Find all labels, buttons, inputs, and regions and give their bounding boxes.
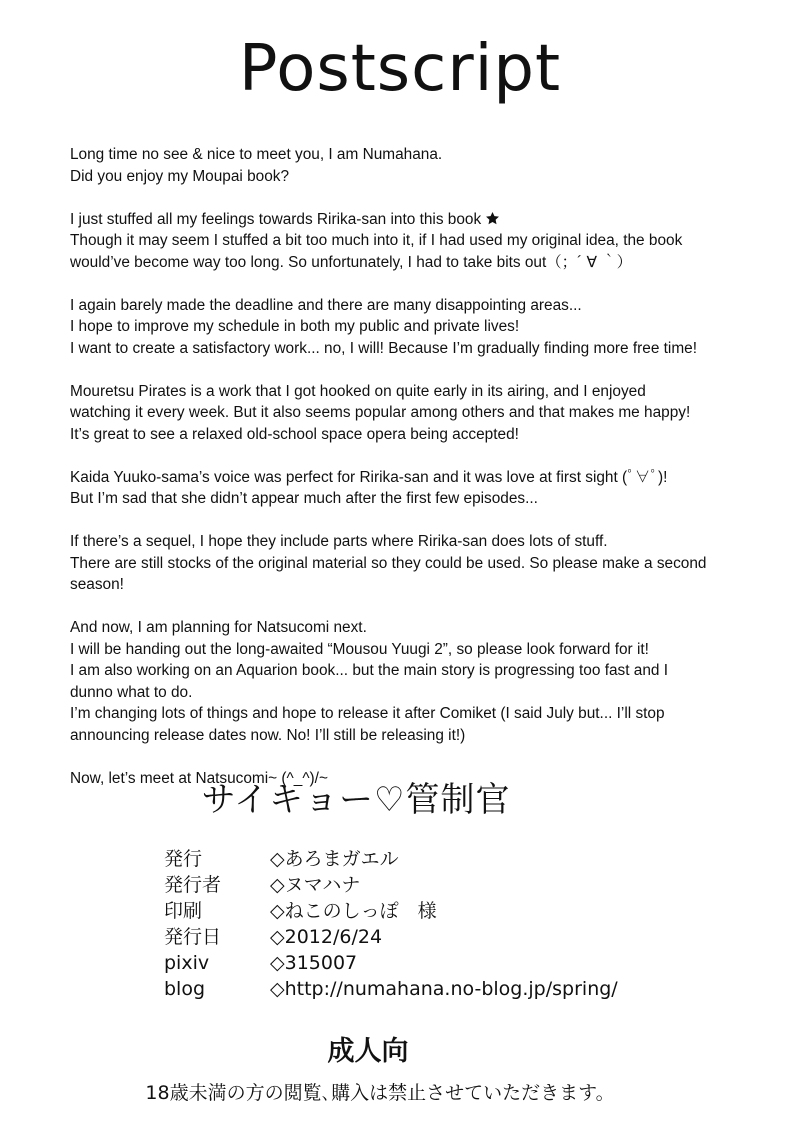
colophon xyxy=(164,846,618,1002)
colophon-value: ◇あろまガエル xyxy=(270,848,399,870)
text-line: I hope to improve my schedule in both my public and private lives! xyxy=(70,318,520,335)
text-line: I will be handing out the long-awaited “Mousou Yuugi 2”, so please look forward for it! xyxy=(70,640,649,658)
text-line: Mouretsu Pirates is a work that I got hooked on quite early in its airing, and I enjoyed xyxy=(70,382,646,400)
age-restriction-notice: 18歳未満の方の閲覧､購入は禁止させていただきます。 xyxy=(145,1082,615,1104)
text-line: It’s great to see a relaxed old-school space opera being accepted! xyxy=(70,425,519,443)
colophon-value: ◇ねこのしっぽ 様 xyxy=(270,900,437,922)
text-line: watching it every week. But it also seems popular among others and that makes me happy! xyxy=(70,404,691,421)
paragraph xyxy=(70,467,750,510)
colophon-key: 印刷 xyxy=(164,900,203,922)
paragraph xyxy=(70,209,750,274)
text-line: would’ve become way too long. So unfortunately, I had to take bits out（；´ ∀ ｀） xyxy=(70,253,633,271)
colophon-key: pixiv xyxy=(164,952,210,974)
text-line: dunno what to do. xyxy=(70,683,193,701)
text-line: There are still stocks of the original material so they could be used. So please make a second xyxy=(70,554,707,572)
text-line: Now, let’s meet at Natsucomi~ (^_^)/~ xyxy=(70,769,328,787)
colophon-row xyxy=(164,950,618,976)
colophon-key: blog xyxy=(164,978,206,1000)
text-line: Did you enjoy my Moupai book? xyxy=(70,167,290,185)
page-title: Postscript xyxy=(238,32,562,106)
text-line: I just stuffed all my feelings towards Ririka-san into this book xyxy=(70,210,482,228)
paragraph xyxy=(70,531,750,596)
text-line: I am also working on an Aquarion book... but the main story is progressing too fast and I xyxy=(70,662,669,679)
text-line: I again barely made the deadline and there are many disappointing areas... xyxy=(70,296,582,314)
colophon-value: ◇http://numahana.no-blog.jp/spring/ xyxy=(270,978,618,1000)
star-icon xyxy=(485,211,500,226)
colophon-row xyxy=(164,924,618,950)
colophon-row xyxy=(164,976,618,1002)
text-line: Long time no see & nice to meet you, I am Numahana. xyxy=(70,146,443,163)
text-line: I’m changing lots of things and hope to release it after Comiket (I said July but... I’ll stop xyxy=(70,705,665,722)
paragraph xyxy=(70,381,750,446)
text-line: Though it may seem I stuffed a bit too much into it, if I had used my original idea, the book xyxy=(70,232,683,249)
text-line: Kaida Yuuko-sama’s voice was perfect for Ririka-san and it was love at first sight (ﾟ∀ﾟ)! xyxy=(70,468,668,486)
paragraph xyxy=(70,295,750,360)
text-line: And now, I am planning for Natsucomi next. xyxy=(70,619,367,636)
colophon-key: 発行日 xyxy=(164,926,222,948)
text-line: But I’m sad that she didn’t appear much after the first few episodes... xyxy=(70,490,538,507)
colophon-value: ◇ヌマハナ xyxy=(270,874,361,896)
postscript-body xyxy=(70,144,750,811)
paragraph xyxy=(70,144,750,187)
colophon-row xyxy=(164,846,618,872)
text-line: If there’s a sequel, I hope they include parts where Ririka-san does lots of stuff. xyxy=(70,533,608,550)
book-title: サイキョー♡管制官 xyxy=(201,780,511,820)
text-line-with-star xyxy=(70,209,750,231)
colophon-key: 発行 xyxy=(164,848,203,870)
colophon-value: ◇2012/6/24 xyxy=(270,926,383,948)
colophon-value: ◇315007 xyxy=(270,952,358,974)
text-line: announcing release dates now. No! I’ll still be releasing it!) xyxy=(70,726,466,744)
colophon-row xyxy=(164,898,618,924)
colophon-row xyxy=(164,872,618,898)
adult-rating-label: 成人向 xyxy=(327,1036,409,1067)
colophon-key: 発行者 xyxy=(164,874,222,896)
paragraph xyxy=(70,617,750,746)
text-line: I want to create a satisfactory work... no, I will! Because I’m gradually finding more free time! xyxy=(70,339,698,357)
text-line: season! xyxy=(70,576,124,593)
